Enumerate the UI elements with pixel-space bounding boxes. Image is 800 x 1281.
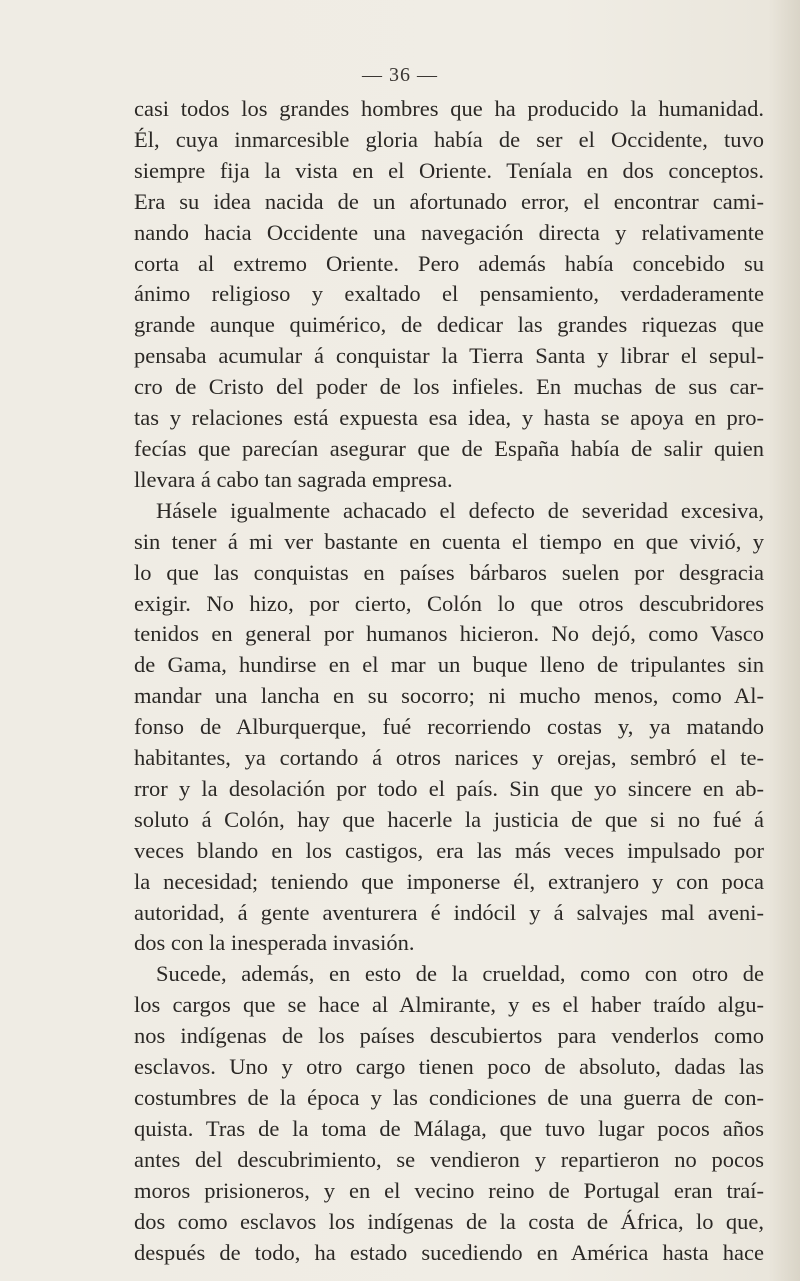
- text-line: soluto á Colón, hay que hacerle la justicia de que si no fué á: [134, 806, 764, 832]
- text-line: cro de Cristo del poder de los infieles. En muchas de sus car-: [134, 374, 764, 400]
- text-line: ánimo religioso y exaltado el pensamiento, verdaderamente: [134, 281, 764, 307]
- text-line: esclavos. Uno y otro cargo tienen poco de absoluto, dadas las: [134, 1054, 764, 1080]
- text-line: llevara á cabo tan sagrada empresa.: [134, 466, 453, 492]
- text-line: tenidos en general por humanos hicieron. No dejó, como Vasco: [134, 621, 764, 647]
- text-line: moros prisioneros, y en el vecino reino de Portugal eran traí-: [134, 1177, 764, 1203]
- text-line: después de todo, ha estado sucediendo en América hasta hace: [134, 1239, 764, 1265]
- text-line: los cargos que se hace al Almirante, y es el haber traído algu-: [134, 992, 764, 1018]
- text-line: nos indígenas de los países descubiertos para venderlos como: [134, 1023, 764, 1049]
- text-line: rror y la desolación por todo el país. Sin que yo sincere en ab-: [134, 775, 764, 801]
- text-line: siempre fija la vista en el Oriente. Teníala en dos conceptos.: [134, 157, 764, 183]
- text-line: habitantes, ya cortando á otros narices y orejas, sembró el te-: [134, 745, 764, 771]
- text-line: lo que las conquistas en países bárbaros suelen por desgracia: [134, 559, 764, 585]
- paragraph-first-line: Hásele igualmente achacado el defecto de severidad excesiva,: [156, 497, 764, 523]
- text-line: grande aunque quimérico, de dedicar las grandes riquezas que: [134, 312, 764, 338]
- text-line: quista. Tras de la toma de Málaga, que tuvo lugar pocos años: [134, 1115, 764, 1141]
- text-line: casi todos los grandes hombres que ha producido la humanidad.: [134, 96, 764, 121]
- text-line: la necesidad; teniendo que imponerse él, extranjero y con poca: [134, 868, 764, 894]
- text-line: dos con la inesperada invasión.: [134, 930, 415, 956]
- text-line: pensaba acumular á conquistar la Tierra Santa y librar el sepul-: [134, 343, 764, 369]
- text-line: mandar una lancha en su socorro; ni mucho menos, como Al-: [134, 683, 764, 709]
- text-line: autoridad, á gente aventurera é indócil y á salvajes mal aveni-: [134, 899, 764, 925]
- text-line: antes del descubrimiento, se vendieron y repartieron no pocos: [134, 1146, 764, 1172]
- text-line: corta al extremo Oriente. Pero además había concebido su: [134, 250, 764, 276]
- text-line: de Gama, hundirse en el mar un buque lleno de tripulantes sin: [134, 652, 764, 678]
- text-line: sin tener á mi ver bastante en cuenta el tiempo en que vivió, y: [134, 528, 764, 554]
- text-line: tas y relaciones está expuesta esa idea, y hasta se apoya en pro-: [134, 405, 764, 431]
- text-line: exigir. No hizo, por cierto, Colón lo que otros descubridores: [134, 590, 764, 616]
- text-line: costumbres de la época y las condiciones de una guerra de con-: [134, 1085, 764, 1110]
- text-line: dos como esclavos los indígenas de la costa de África, lo que,: [134, 1208, 764, 1234]
- text-line: Él, cuya inmarcesible gloria había de ser el Occidente, tuvo: [134, 126, 764, 152]
- page-number: — 36 —: [362, 64, 438, 86]
- text-line: nando hacia Occidente una navegación directa y relativamente: [134, 219, 764, 245]
- text-line: fecías que parecían asegurar que de España había de salir quien: [134, 435, 764, 461]
- body-text: [134, 94, 764, 1268]
- text-line: veces blando en los castigos, era las más veces impulsado por: [134, 837, 764, 863]
- paragraph-first-line: Sucede, además, en esto de la crueldad, como con otro de: [156, 961, 764, 987]
- text-line: fonso de Alburquerque, fué recorriendo costas y, ya matando: [134, 714, 764, 740]
- text-line: Era su idea nacida de un afortunado error, el encontrar cami-: [134, 188, 764, 214]
